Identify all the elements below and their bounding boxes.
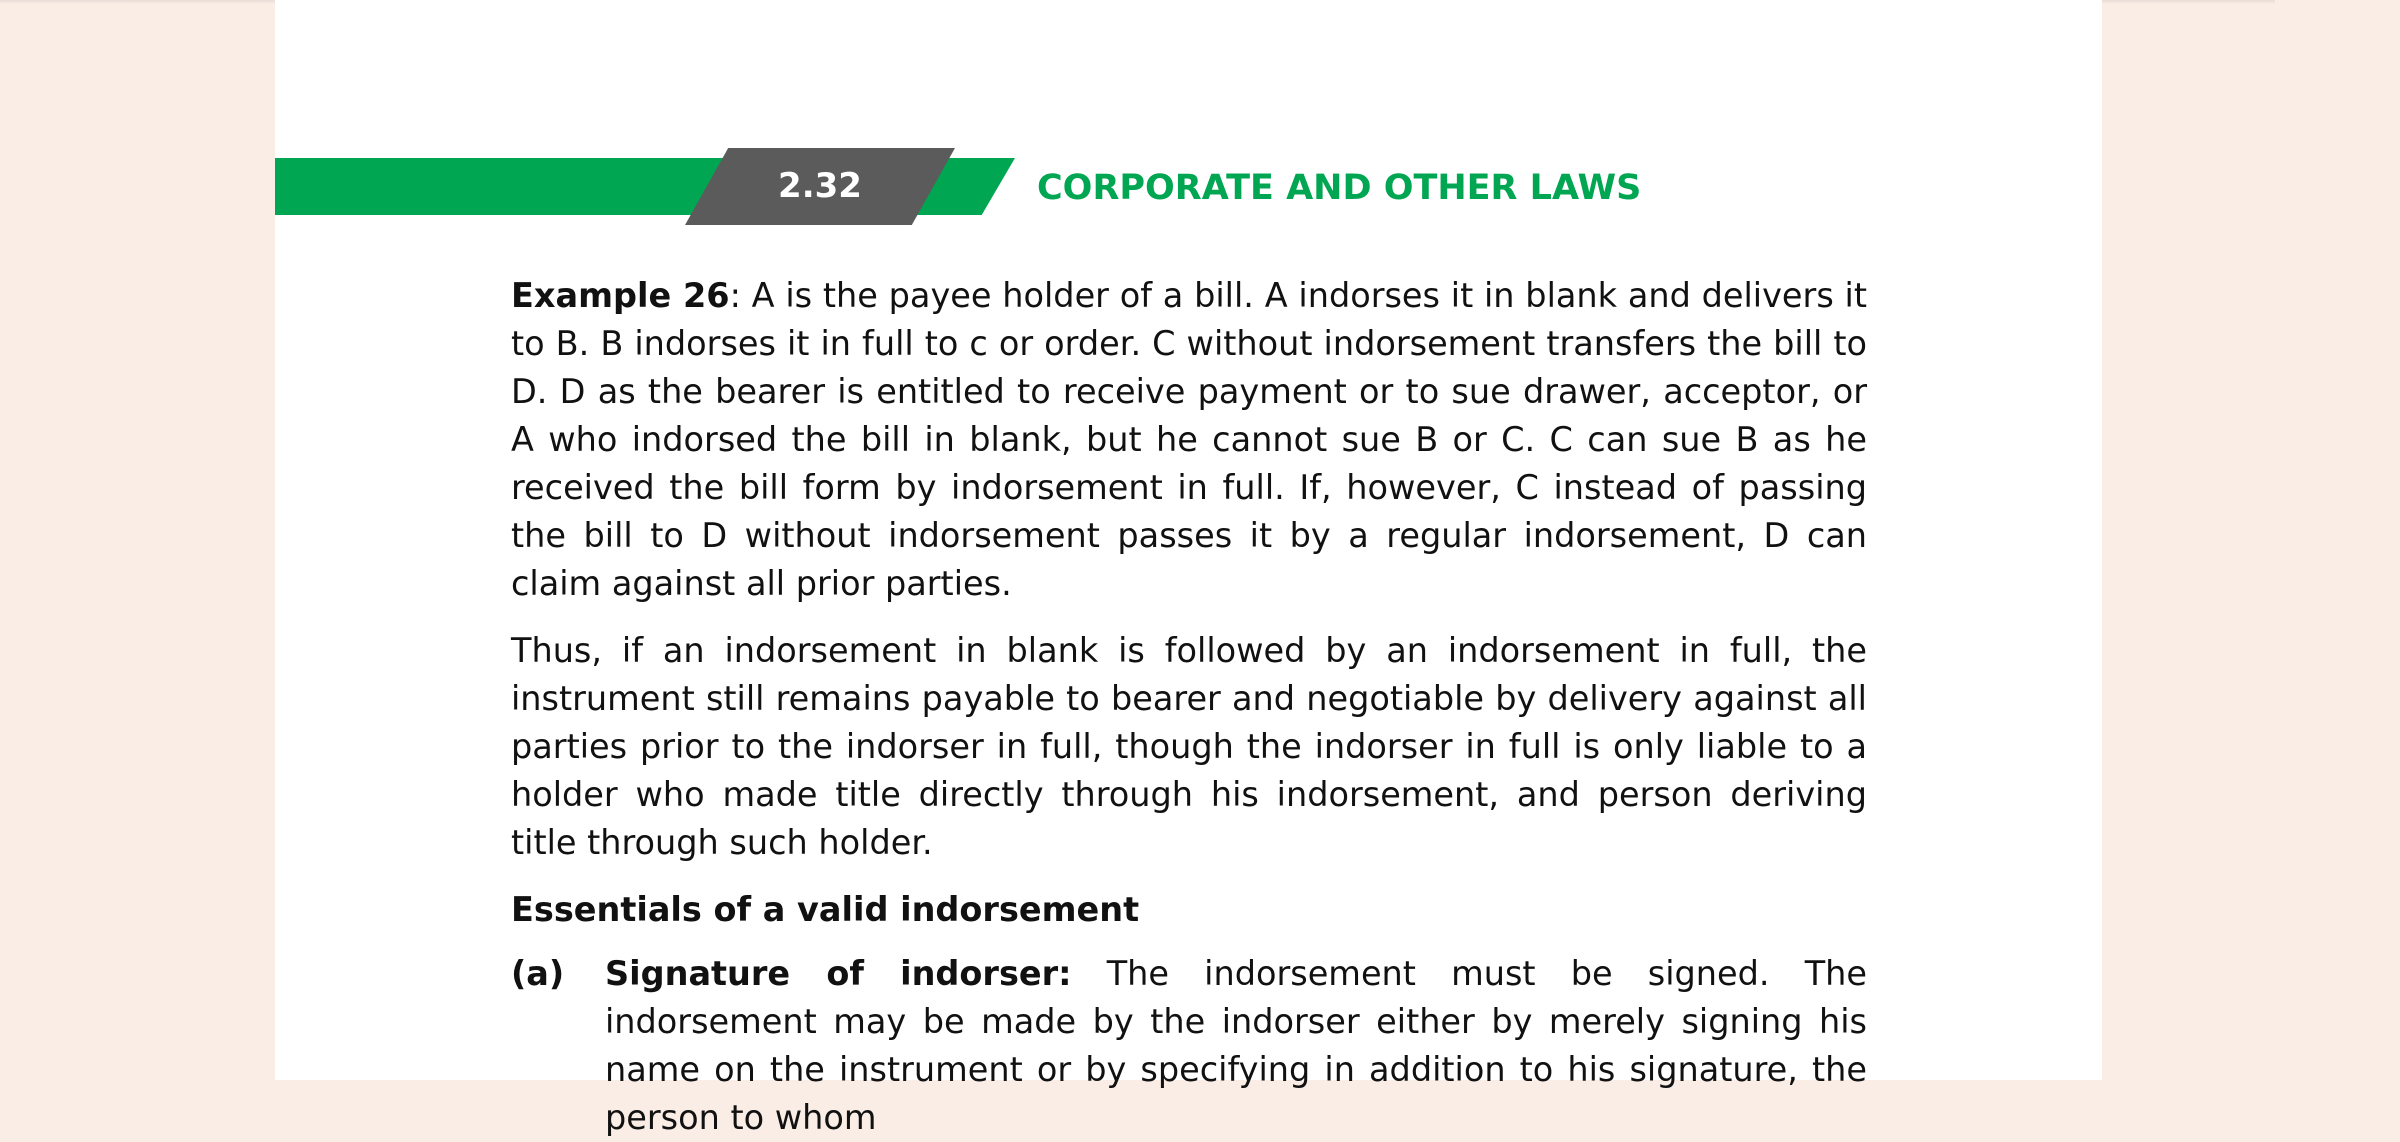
example-paragraph (511, 272, 1867, 608)
example-text: : A is the payee holder of a bill. A indorses it in blank and delivers it to B. B indorses it in full to c or order. C without indorsement transfers the bill to D. D as the bearer is entitled to receive payment or to sue drawer, acceptor, or A who indorsed the bill in blank, but he cannot sue B or C. C can sue B as he received the bill form by indorsement in full. If, however, C instead of passing the bill to D without indorsement passes it by a regular indorsement, D can claim against all prior parties. (511, 276, 1867, 603)
list-item-title: Signature of indorser: (605, 954, 1072, 993)
list-marker: (a) (511, 954, 565, 993)
example-label: Example 26 (511, 276, 730, 315)
page-number: 2.32 (778, 166, 862, 206)
running-header-title: CORPORATE AND OTHER LAWS (1037, 168, 1642, 208)
page-content (511, 272, 1867, 1142)
list-item-body (605, 950, 1867, 1142)
list-item-text: The indorsement must be signed. The indorsement may be made by the indorser either by merely signing his name on the instrument or by specifying in addition to his signature, the person to whom (605, 954, 1867, 1137)
list-item (511, 950, 1867, 1142)
document-page (275, 0, 2102, 1137)
body-paragraph: Thus, if an indorsement in blank is followed by an indorsement in full, the instrument still remains payable to bearer and negotiable by delivery against all parties prior to the indorser in full, though the indorser in full is only liable to a holder who made title directly through his indorsement, and person deriving title through such holder. (511, 631, 1867, 862)
section-heading: Essentials of a valid indorsement (511, 890, 1140, 929)
